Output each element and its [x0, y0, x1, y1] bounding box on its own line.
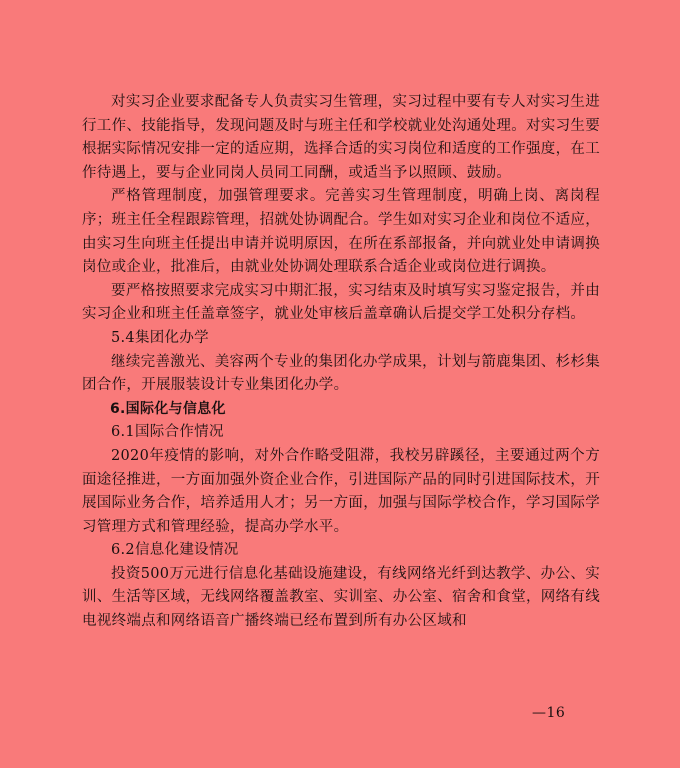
- paragraph-international-cooperation: 2020年疫情的影响，对外合作略受阻滞，我校另辟蹊径，主要通过两个方面途径推进，一方面加强外资企业合作，引进国际产品的同时引进国际技术，开展国际业务合作，培养适用人才；另一方面，加强与国际学校合作，学习国际学习管理方式和管理经验，提高办学水平。: [82, 447, 600, 535]
- page-number: —16: [532, 705, 566, 721]
- section-heading-5-4: 5.4集团化办学: [111, 329, 209, 346]
- paragraph-internship-report: 要严格按照要求完成实习中期汇报，实习结束及时填写实习鉴定报告，并由实习企业和班主任盖章签字，就业处审核后盖章确认后提交学工处积分存档。: [82, 282, 600, 323]
- paragraph-management-system: 严格管理制度，加强管理要求。完善实习生管理制度，明确上岗、离岗程序；班主任全程跟踪管理，招就处协调配合。学生如对实习企业和岗位不适应，由实习生向班主任提出申请并说明原因，在所在系部报备，并向就业处申请调换岗位或企业，批准后，由就业处协调处理联系合适企业或岗位进行调换。: [82, 188, 600, 276]
- section-heading-6-2: 6.2信息化建设情况: [111, 542, 239, 559]
- paragraph-intern-supervision: 对实习企业要求配备专人负责实习生管理，实习过程中要有专人对实习生进行工作、技能指导，发现问题及时与班主任和学校就业处沟通处理。对实习生要根据实际情况安排一定的适应期，选择合适的实习岗位和适度的工作强度，在工作待遇上，要与企业同岗人员同工同酬，或适当予以照顾、鼓励。: [82, 94, 600, 181]
- section-heading-6-1: 6.1国际合作情况: [111, 424, 224, 441]
- paragraph-group-education: 继续完善激光、美容两个专业的集团化办学成果，计划与箭鹿集团、杉杉集团合作，开展服装设计专业集团化办学。: [82, 353, 600, 394]
- document-body: [82, 91, 600, 634]
- section-heading-6: 6.国际化与信息化: [110, 400, 226, 417]
- paragraph-informatization: 投资500万元进行信息化基础设施建设，有线网络光纤到达教学、办公、实训、生活等区域，无线网络覆盖教室、实训室、办公室、宿舍和食堂，网络有线电视终端点和网络语音广播终端已经布置到所有办公区域和: [82, 565, 600, 630]
